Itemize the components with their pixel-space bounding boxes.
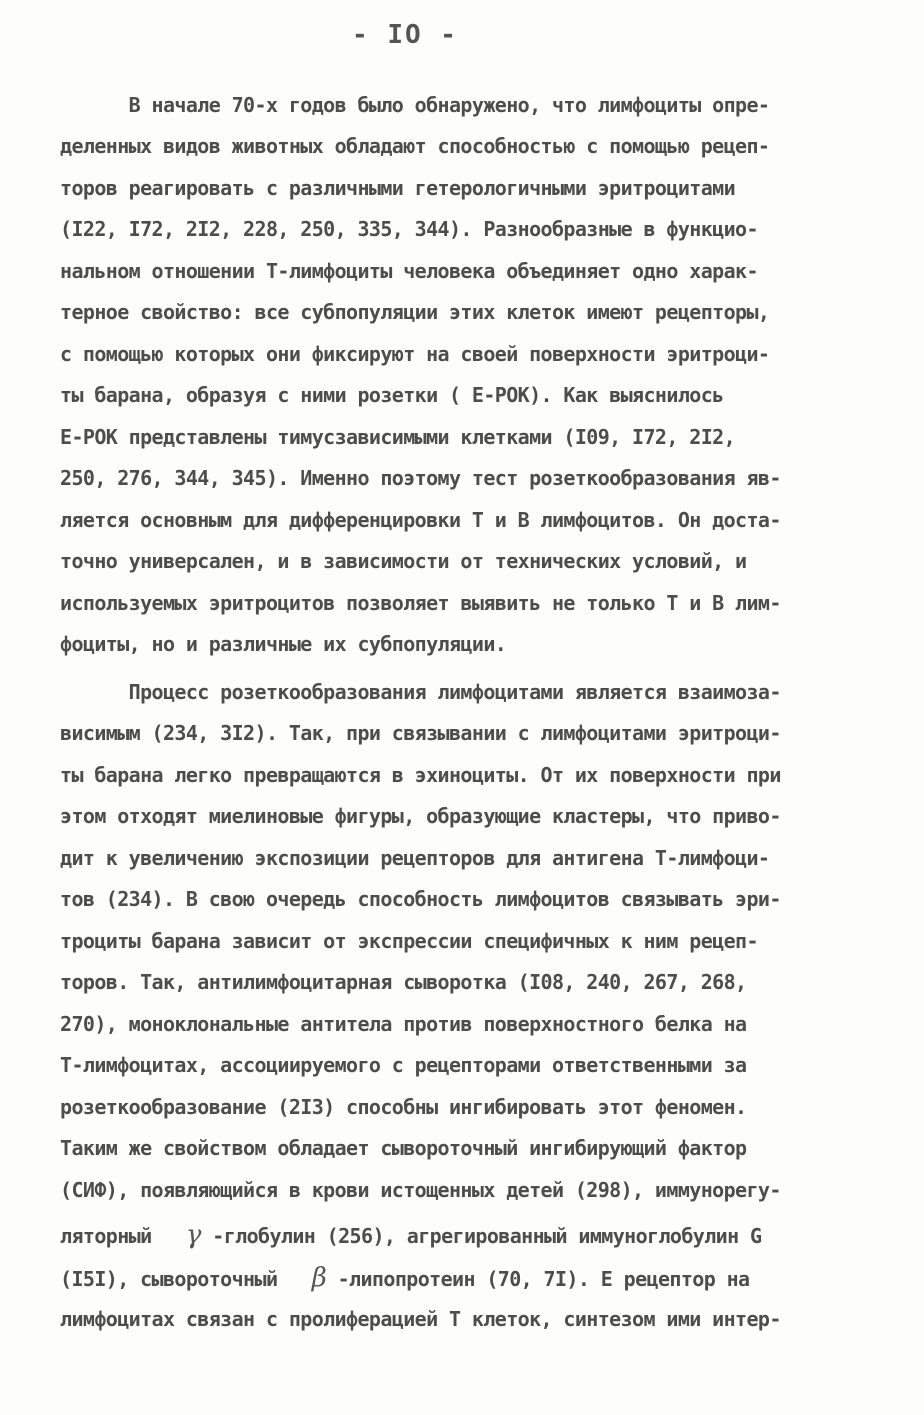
- text-line: В начале 70-х годов было обнаружено, что лимфоциты опре-: [60, 93, 770, 117]
- text-line-beta: [60, 1263, 750, 1294]
- text-line: торов реагировать с различными гетерологичными эритроцитами: [60, 176, 736, 200]
- text-line: этом отходят миелиновые фигуры, образующие кластеры, что приво-: [60, 804, 781, 828]
- text-line: с помощью которых они фиксируют на своей поверхности эритроци-: [60, 342, 770, 366]
- gamma-symbol: γ: [185, 1220, 201, 1250]
- text-line: деленных видов животных обладают способностью с помощью рецеп-: [60, 134, 770, 158]
- text-line: тов (234). В свою очередь способность лимфоцитов связывать эри-: [60, 887, 781, 911]
- text-line: используемых эритроцитов позволяет выявить не только Т и В лим-: [60, 591, 781, 615]
- text-line: торов. Так, антилимфоцитарная сыворотка (I08, 240, 267, 268,: [60, 970, 747, 994]
- text-line: Процесс розеткообразования лимфоцитами является взаимоза-: [60, 680, 781, 704]
- text-line: розеткообразование (2I3) способны ингибировать этот феномен.: [60, 1095, 747, 1119]
- text-line: терное свойство: все субпопуляции этих клеток имеют рецепторы,: [60, 300, 770, 324]
- text-line: нальном отношении Т-лимфоциты человека объединяет одно харак-: [60, 259, 758, 283]
- text-line: фоциты, но и различные их субпопуляции.: [60, 632, 507, 656]
- text-line: Е-РОК представлены тимусзависимыми клетками (I09, I72, 2I2,: [60, 425, 736, 449]
- text-segment: -липопротеин (70, 7I). Е рецептор на: [337, 1267, 750, 1291]
- text-segment: (I5I), сывороточный: [60, 1267, 278, 1291]
- text-line: 270), моноклональные антитела против поверхностного белка на: [60, 1012, 747, 1036]
- text-segment: ляторный: [60, 1224, 152, 1248]
- page-number: - IO -: [352, 20, 458, 50]
- text-line: висимым (234, 3I2). Так, при связывании с лимфоцитами эритроци-: [60, 721, 781, 745]
- text-line-gamma: [60, 1220, 761, 1251]
- beta-symbol: β: [311, 1263, 327, 1293]
- text-line: 250, 276, 344, 345). Именно поэтому тест розеткообразования яв-: [60, 466, 781, 490]
- text-line: Т-лимфоцитах, ассоциируемого с рецепторами ответственными за: [60, 1053, 747, 1077]
- text-line: точно универсален, и в зависимости от технических условий, и: [60, 549, 747, 573]
- text-line: ты барана легко превращаются в эхиноциты. От их поверхности при: [60, 763, 781, 787]
- text-line: троциты барана зависит от экспрессии специфичных к ним рецеп-: [60, 929, 758, 953]
- text-line: лимфоцитах связан с пролиферацией Т клеток, синтезом ими интер-: [60, 1307, 781, 1331]
- text-line: (СИФ), появляющийся в крови истощенных детей (298), иммунорегу-: [60, 1178, 781, 1202]
- text-segment: -глобулин (256), агрегированный иммуноглобулин G: [212, 1224, 762, 1248]
- text-line: ляется основным для дифференцировки Т и В лимфоцитов. Он доста-: [60, 508, 781, 532]
- text-line: Таким же свойством обладает сывороточный ингибирующий фактор: [60, 1136, 747, 1160]
- text-line: (I22, I72, 2I2, 228, 250, 335, 344). Разнообразные в функцио-: [60, 217, 758, 241]
- text-line: дит к увеличению экспозиции рецепторов для антигена Т-лимфоци-: [60, 846, 770, 870]
- text-line: ты барана, образуя с ними розетки ( Е-РОК). Как выяснилось: [60, 383, 724, 407]
